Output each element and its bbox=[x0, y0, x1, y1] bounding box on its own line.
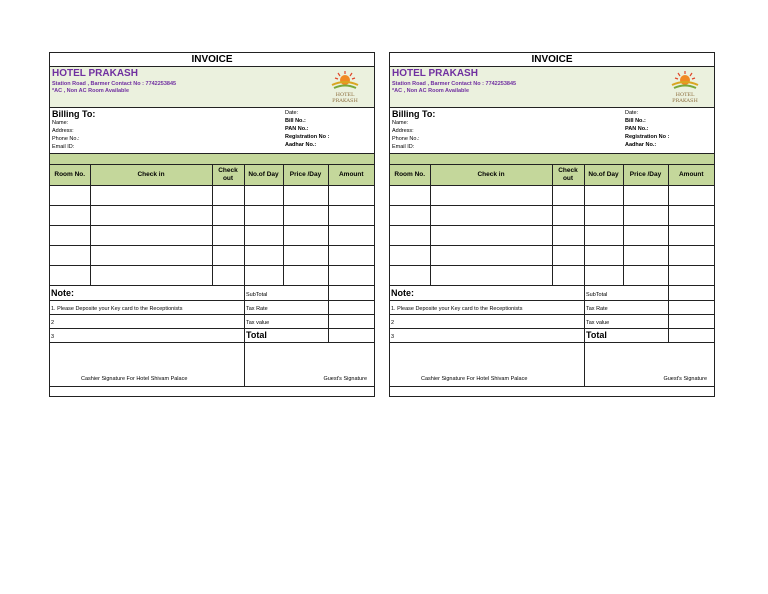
column-header: Price /Day bbox=[623, 165, 668, 186]
table-cell bbox=[50, 206, 90, 226]
table-cell bbox=[390, 266, 430, 286]
summary-label: SubTotal bbox=[586, 292, 608, 298]
cashier-signature: Cashier Signature For Hotel Shivam Palace bbox=[81, 376, 188, 382]
summary-label: Tax Rate bbox=[246, 306, 268, 312]
bill-detail-label: Registration No : bbox=[285, 134, 330, 140]
table-cell bbox=[552, 186, 584, 206]
table-row bbox=[390, 226, 714, 246]
billing-field-label: Phone No.: bbox=[52, 136, 80, 142]
summary-label: Tax value bbox=[246, 320, 270, 326]
table-cell bbox=[328, 266, 374, 286]
invoice-title: INVOICE bbox=[50, 53, 374, 67]
table-cell bbox=[212, 266, 244, 286]
rooms-table bbox=[390, 165, 714, 286]
signature-area bbox=[50, 342, 374, 387]
table-cell bbox=[50, 186, 90, 206]
invoice-title: INVOICE bbox=[390, 53, 714, 67]
note-text: 3 bbox=[391, 334, 395, 340]
hotel-logo bbox=[328, 69, 362, 105]
table-cell bbox=[283, 246, 328, 266]
table-row bbox=[390, 186, 714, 206]
note-text: 3 bbox=[51, 334, 55, 340]
hotel-name: HOTEL PRAKASH bbox=[392, 68, 478, 79]
separator-strip bbox=[50, 154, 374, 165]
table-cell bbox=[90, 206, 212, 226]
note-text: 1. Please Deposite your Key card to the Receptionists bbox=[51, 306, 183, 312]
table-row bbox=[50, 266, 374, 286]
logo-text: PRAKASH bbox=[332, 98, 358, 104]
table-cell bbox=[283, 186, 328, 206]
bill-detail-label: Bill No.: bbox=[625, 118, 646, 124]
table-cell bbox=[244, 186, 283, 206]
table-header bbox=[50, 165, 374, 186]
note-text: Note: bbox=[391, 288, 414, 298]
table-cell bbox=[90, 186, 212, 206]
table-cell bbox=[390, 206, 430, 226]
table-cell bbox=[430, 246, 552, 266]
logo-text: HOTEL bbox=[335, 92, 355, 98]
note-row bbox=[390, 300, 714, 315]
bill-details bbox=[285, 109, 329, 149]
table-row bbox=[50, 186, 374, 206]
table-cell bbox=[623, 246, 668, 266]
summary-label: Tax value bbox=[586, 320, 610, 326]
sun-icon bbox=[668, 69, 702, 91]
bill-details bbox=[625, 109, 669, 149]
guest-signature: Guest's Signature bbox=[323, 376, 367, 382]
column-header: Check in bbox=[90, 165, 212, 186]
invoice-1 bbox=[49, 52, 375, 397]
hotel-address: Station Road , Barmer Contact No : 7742253845 bbox=[392, 81, 517, 87]
table-cell bbox=[668, 246, 714, 266]
table-row bbox=[390, 246, 714, 266]
logo-text: HOTEL bbox=[675, 92, 695, 98]
table-cell bbox=[584, 226, 623, 246]
table-cell bbox=[328, 246, 374, 266]
table-row bbox=[390, 206, 714, 226]
table-cell bbox=[623, 206, 668, 226]
table-cell bbox=[283, 226, 328, 246]
billing-title: Billing To: bbox=[392, 109, 436, 119]
separator-strip bbox=[390, 154, 714, 165]
note-text: 2 bbox=[391, 320, 395, 326]
column-header: Room No. bbox=[50, 165, 90, 186]
table-cell bbox=[668, 226, 714, 246]
billing-section bbox=[390, 108, 714, 154]
table-cell bbox=[50, 246, 90, 266]
summary-label: SubTotal bbox=[246, 292, 268, 298]
note-row bbox=[50, 300, 374, 315]
note-text: 2 bbox=[51, 320, 55, 326]
summary-label: Total bbox=[586, 330, 607, 340]
bill-detail-label: Date: bbox=[625, 110, 639, 116]
bill-detail-label: Aadhar No.: bbox=[285, 142, 317, 148]
hotel-address: Station Road , Barmer Contact No : 7742253845 bbox=[52, 81, 177, 87]
billing-field-label: Email ID: bbox=[52, 144, 75, 150]
summary-label: Total bbox=[246, 330, 267, 340]
table-cell bbox=[584, 246, 623, 266]
table-row bbox=[390, 266, 714, 286]
logo-text: PRAKASH bbox=[672, 98, 698, 104]
table-cell bbox=[552, 226, 584, 246]
guest-signature: Guest's Signature bbox=[663, 376, 707, 382]
column-header: Check out bbox=[212, 165, 244, 186]
bill-detail-label: Date: bbox=[285, 110, 299, 116]
note-row bbox=[50, 328, 374, 343]
note-text: Note: bbox=[51, 288, 74, 298]
divider bbox=[668, 286, 669, 342]
table-cell bbox=[584, 186, 623, 206]
column-header: Check out bbox=[552, 165, 584, 186]
note-row bbox=[390, 328, 714, 343]
invoice-2 bbox=[389, 52, 715, 397]
billing-section bbox=[50, 108, 374, 154]
column-header: Check in bbox=[430, 165, 552, 186]
table-cell bbox=[390, 226, 430, 246]
table-cell bbox=[212, 226, 244, 246]
table-row bbox=[50, 206, 374, 226]
table-cell bbox=[668, 186, 714, 206]
billing-title: Billing To: bbox=[52, 109, 96, 119]
table-header bbox=[390, 165, 714, 186]
hotel-rooms-note: *AC , Non AC Room Available bbox=[392, 88, 470, 94]
table-cell bbox=[552, 206, 584, 226]
sun-icon bbox=[328, 69, 362, 91]
bill-detail-label: Aadhar No.: bbox=[625, 142, 657, 148]
table-cell bbox=[552, 266, 584, 286]
billing-field-label: Name: bbox=[392, 120, 409, 126]
column-header: No.of Day bbox=[584, 165, 623, 186]
bill-detail-label: Bill No.: bbox=[285, 118, 306, 124]
hotel-name: HOTEL PRAKASH bbox=[52, 68, 138, 79]
column-header: Amount bbox=[328, 165, 374, 186]
hotel-header bbox=[50, 67, 374, 108]
table-cell bbox=[244, 266, 283, 286]
table-cell bbox=[328, 206, 374, 226]
hotel-logo bbox=[668, 69, 702, 105]
bill-detail-label: Registration No : bbox=[625, 134, 670, 140]
note-text: 1. Please Deposite your Key card to the Receptionists bbox=[391, 306, 523, 312]
table-cell bbox=[90, 266, 212, 286]
table-cell bbox=[212, 186, 244, 206]
table-row bbox=[50, 226, 374, 246]
billing-field-label: Email ID: bbox=[392, 144, 415, 150]
table-cell bbox=[390, 246, 430, 266]
billing-field-label: Name: bbox=[52, 120, 69, 126]
table-cell bbox=[90, 246, 212, 266]
bill-detail-label: PAN No.: bbox=[625, 126, 649, 132]
billing-field-label: Address: bbox=[392, 128, 414, 134]
table-row bbox=[50, 246, 374, 266]
table-cell bbox=[430, 266, 552, 286]
table-cell bbox=[50, 266, 90, 286]
table-cell bbox=[623, 266, 668, 286]
summary-section bbox=[50, 286, 374, 398]
table-cell bbox=[430, 186, 552, 206]
note-row bbox=[390, 314, 714, 329]
table-cell bbox=[283, 266, 328, 286]
column-header: Amount bbox=[668, 165, 714, 186]
table-cell bbox=[283, 206, 328, 226]
table-cell bbox=[212, 246, 244, 266]
signature-area bbox=[390, 342, 714, 387]
billing-fields bbox=[52, 119, 80, 151]
column-header: Room No. bbox=[390, 165, 430, 186]
summary-label: Tax Rate bbox=[586, 306, 608, 312]
table-cell bbox=[390, 186, 430, 206]
table-cell bbox=[90, 226, 212, 246]
summary-section bbox=[390, 286, 714, 398]
table-cell bbox=[244, 206, 283, 226]
cashier-signature: Cashier Signature For Hotel Shivam Palace bbox=[421, 376, 528, 382]
table-cell bbox=[668, 266, 714, 286]
hotel-header bbox=[390, 67, 714, 108]
table-cell bbox=[623, 186, 668, 206]
table-cell bbox=[584, 206, 623, 226]
divider bbox=[328, 286, 329, 342]
billing-fields bbox=[392, 119, 420, 151]
rooms-table bbox=[50, 165, 374, 286]
table-cell bbox=[584, 266, 623, 286]
table-cell bbox=[430, 226, 552, 246]
bill-detail-label: PAN No.: bbox=[285, 126, 309, 132]
column-header: Price /Day bbox=[283, 165, 328, 186]
billing-field-label: Phone No.: bbox=[392, 136, 420, 142]
table-cell bbox=[430, 206, 552, 226]
billing-field-label: Address: bbox=[52, 128, 74, 134]
table-cell bbox=[212, 206, 244, 226]
table-cell bbox=[623, 226, 668, 246]
column-header: No.of Day bbox=[244, 165, 283, 186]
note-row bbox=[50, 286, 374, 301]
note-row bbox=[390, 286, 714, 301]
table-cell bbox=[328, 226, 374, 246]
note-row bbox=[50, 314, 374, 329]
table-cell bbox=[244, 226, 283, 246]
table-cell bbox=[244, 246, 283, 266]
table-cell bbox=[50, 226, 90, 246]
table-cell bbox=[328, 186, 374, 206]
table-cell bbox=[668, 206, 714, 226]
table-cell bbox=[552, 246, 584, 266]
hotel-rooms-note: *AC , Non AC Room Available bbox=[52, 88, 130, 94]
